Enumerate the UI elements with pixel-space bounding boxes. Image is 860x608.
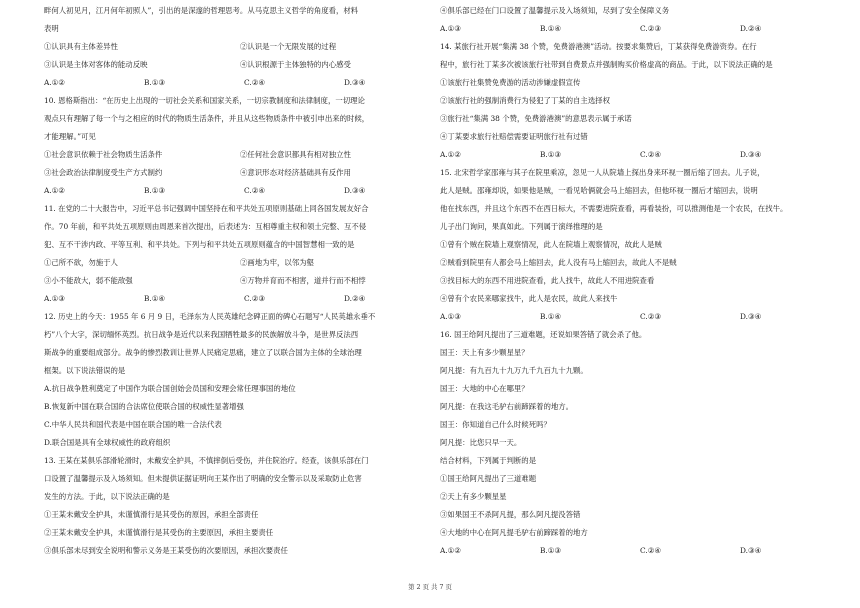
option: ④丁某要求旅行社赔偿需要证明旅行社有过错 bbox=[440, 132, 588, 141]
option-row bbox=[44, 146, 444, 164]
option-row bbox=[44, 254, 444, 272]
option: ②王某未戴安全护具，未谨慎滑行是其受伤的主要原因，承担主要责任 bbox=[44, 528, 274, 537]
choice: D.③④ bbox=[344, 186, 366, 195]
question-10: 10. 恩格斯指出：“在历史上出现的一切社会关系和国家关系，一切宗教制度和法律制度，一切理论 bbox=[44, 96, 365, 105]
option: ②任何社会意识都具有相对独立性 bbox=[240, 150, 351, 159]
choice: D.③④ bbox=[740, 312, 762, 321]
option: ③旅行社“集满 38 个赞，免费游港澳”的意思表示属于承诺 bbox=[440, 114, 632, 123]
text-line: 才能理解。”可见 bbox=[44, 132, 96, 141]
option: ③小不能敌大，弱不能敌强 bbox=[44, 276, 133, 285]
option: ②画地为牢，以邻为壑 bbox=[240, 258, 314, 267]
right-column bbox=[440, 2, 840, 560]
choice: B.①④ bbox=[540, 24, 562, 33]
option: ①社会意识依赖于社会物质生活条件 bbox=[44, 150, 163, 159]
option: ③如果国王不杀阿凡提，那么阿凡提没答错 bbox=[440, 510, 581, 519]
option: ②该旅行社的强制消费行为侵犯了丁某的自主选择权 bbox=[440, 96, 610, 105]
choice: C.②④ bbox=[640, 150, 661, 159]
question-15: 15. 北宋哲学家邵雍与其子在院里乘凉，忽见一人从院墙上探出身来环视一圈后缩了回去。儿子说， bbox=[440, 168, 765, 177]
option: ①曾有个贼在院墙上观察情况，此人在院墙上观察情况，故此人是贼 bbox=[440, 240, 662, 249]
option: ③认识是主体对客体的能动反映 bbox=[44, 60, 148, 69]
dialogue-line: 国王：你知道自己什么时候死吗？ bbox=[440, 420, 551, 429]
option: ②认识是一个无限发展的过程 bbox=[240, 42, 337, 51]
choice: C.②④ bbox=[244, 78, 265, 87]
text-line: 表明 bbox=[44, 24, 59, 33]
choice: A.①③ bbox=[440, 312, 461, 321]
page-footer: 第 2 页 共 7 页 bbox=[408, 583, 452, 591]
option: ③社会政治法律制度受生产方式制约 bbox=[44, 168, 163, 177]
choice: C.②③ bbox=[640, 312, 661, 321]
option: ①己所不欲，勿施于人 bbox=[44, 258, 118, 267]
option: ④俱乐部已经在门口设置了温馨提示及入场须知，尽到了安全保障义务 bbox=[440, 6, 670, 15]
choice: A.①③ bbox=[44, 294, 65, 303]
choice: A.①② bbox=[440, 546, 461, 555]
choice-row bbox=[440, 20, 840, 38]
choice-row bbox=[440, 146, 840, 164]
choice: C.②③ bbox=[640, 24, 661, 33]
text-line: 结合材料，下列属于判断的是 bbox=[440, 456, 537, 465]
choice-row bbox=[44, 290, 444, 308]
text-line: 此人是贼。邵雍却说，如果他是贼，一看见哈俩就会马上缩回去，但他环视一圈后才缩回去，说明 bbox=[440, 186, 758, 195]
option: ③找目标大的东西不用进院查看，此人找牛，故此人不用进院查看 bbox=[440, 276, 655, 285]
option: ④万物并育而不相害，道并行而不相悖 bbox=[240, 276, 366, 285]
choice-row bbox=[44, 182, 444, 200]
option: ③俱乐部未尽到安全说明和警示义务是王某受伤的次要原因，承担次要责任 bbox=[44, 546, 288, 555]
choice-row bbox=[440, 542, 840, 560]
choice-row bbox=[440, 308, 840, 326]
option: ④意识形态对经济基础具有反作用 bbox=[240, 168, 351, 177]
option: ①认识具有主体差异性 bbox=[44, 42, 118, 51]
choice: B.①④ bbox=[540, 312, 562, 321]
choice: B.①③ bbox=[144, 78, 166, 87]
choice: B.①③ bbox=[540, 546, 562, 555]
option: ④大地的中心在阿凡提毛驴右前蹄踩着的地方 bbox=[440, 528, 588, 537]
choice: A.①② bbox=[44, 78, 65, 87]
option: ①该旅行社集赞免费游的活动涉嫌虚假宣传 bbox=[440, 78, 581, 87]
choice: D.③④ bbox=[740, 150, 762, 159]
text-line: 口设置了温馨提示及入场须知。但未提供证据证明向王某作出了明确的安全警示以及采取防止危害 bbox=[44, 474, 362, 483]
choice: D.②④ bbox=[740, 24, 762, 33]
choice: A.①③ bbox=[440, 24, 461, 33]
option: B.恢复新中国在联合国的合法席位使联合国的权威性显著增强 bbox=[44, 402, 244, 411]
choice-row bbox=[44, 74, 444, 92]
option: ②天上有多少颗星星 bbox=[440, 492, 507, 501]
choice: D.③④ bbox=[740, 546, 762, 555]
dialogue-line: 阿凡提：比您只早一天。 bbox=[440, 438, 522, 447]
option-row bbox=[44, 164, 444, 182]
option: ①王某未戴安全护具，未谨慎滑行是其受伤的原因，承担全部责任 bbox=[44, 510, 259, 519]
option: ②贼看到院里有人都会马上缩回去，此人没有马上缩回去，故此人不是贼 bbox=[440, 258, 677, 267]
text-line: 朽”八个大字，深切缅怀英烈。抗日战争是近代以来我国牺牲最多的民族解放斗争，是世界反法西 bbox=[44, 330, 359, 339]
text-line: 犯、互不干涉内政、平等互利、和平共处。下列与和平共处五项原则蕴含的中国智慧相一致的是 bbox=[44, 240, 355, 249]
option: A.抗日战争胜利奠定了中国作为联合国创始会员国和安理会常任理事国的地位 bbox=[44, 384, 296, 393]
choice: D.③④ bbox=[344, 78, 366, 87]
dialogue-line: 阿凡提：有九百九十九万九千九百九十九颗。 bbox=[440, 366, 588, 375]
dialogue-line: 阿凡提：在我这毛驴右前蹄踩着的地方。 bbox=[440, 402, 574, 411]
left-column bbox=[44, 2, 444, 560]
choice: C.②④ bbox=[640, 546, 661, 555]
question-11: 11. 在党的二十大报告中，习近平总书记强调中国坚持在和平共处五项原则基础上同各国发展友好合 bbox=[44, 204, 369, 213]
option-row bbox=[44, 56, 444, 74]
option: ④认识根源于主体独特的内心感受 bbox=[240, 60, 351, 69]
text-line: 观点只有理解了每一个与之相应的时代的物质生活条件，并且从这些物质条件中被引申出来的时候， bbox=[44, 114, 370, 123]
option: ④曾有个农民来哪家找牛，此人是农民，故此人来找牛 bbox=[440, 294, 618, 303]
question-16: 16. 国王给阿凡提出了三道难题，还说如果答错了就会杀了他。 bbox=[440, 330, 647, 339]
option: C.中华人民共和国代表是中国在联合国的唯一合法代表 bbox=[44, 420, 222, 429]
choice: A.①② bbox=[440, 150, 461, 159]
choice: B.①④ bbox=[144, 294, 166, 303]
choice: A.①② bbox=[44, 186, 65, 195]
choice: B.①③ bbox=[540, 150, 562, 159]
text-line: 程中，旅行社丁某多次被该旅行社带到自费景点并强制购买价格虚高的商品。于此，以下说法正确的是 bbox=[440, 60, 773, 69]
text-line: 他在找东西，并且这个东西不在西日标大，不需要进院查看，再看装扮，可以推测他是一个农民，在找牛。 bbox=[440, 204, 788, 213]
choice: B.①③ bbox=[144, 186, 166, 195]
choice: D.②④ bbox=[344, 294, 366, 303]
choice: C.②③ bbox=[244, 294, 265, 303]
option: D.联合国是具有全球权威性的政府组织 bbox=[44, 438, 171, 447]
text-line: 发生的方法。于此，以下说法正确的是 bbox=[44, 492, 170, 501]
option-row bbox=[44, 38, 444, 56]
dialogue-line: 国王：天上有多少颗星星？ bbox=[440, 348, 529, 357]
question-12: 12. 历史上的今天：1955 年 6 月 9 日，毛泽东为人民英雄纪念碑正面的碑心石题写“人民英雄永垂不 bbox=[44, 312, 376, 321]
text-line: 畔何人初见月，江月何年初照人”，引出的是深邃的哲理思考。从马克思主义哲学的角度看，材料 bbox=[44, 6, 359, 15]
dialogue-line: 国王：大地的中心在哪里？ bbox=[440, 384, 529, 393]
text-line: 框架。以下说法错误的是 bbox=[44, 366, 126, 375]
text-line: 斯战争的重要组成部分。战争的惨烈教训让世界人民痛定思痛，建立了以联合国为主体的全球治理 bbox=[44, 348, 362, 357]
question-13: 13. 王某在某俱乐部滑轮滑时，未戴安全护具，不慎摔倒后受伤，并住院治疗。经查，该俱乐部在门 bbox=[44, 456, 369, 465]
text-line: 儿子出门询问，果真如此。下列属于演绎推理的是 bbox=[440, 222, 603, 231]
question-14: 14. 某旅行社开展“集满 38 个赞，免费游港澳”活动。按要求集赞后，丁某获得免费游资券。在行 bbox=[440, 42, 757, 51]
option-row bbox=[44, 272, 444, 290]
option: ①国王给阿凡提出了三道难题 bbox=[440, 474, 537, 483]
choice: C.②④ bbox=[244, 186, 265, 195]
text-line: 作。70 年前，和平共处五项原则由周恩来首次提出，后表述为：互相尊重主权和领土完整、互不侵 bbox=[44, 222, 367, 231]
